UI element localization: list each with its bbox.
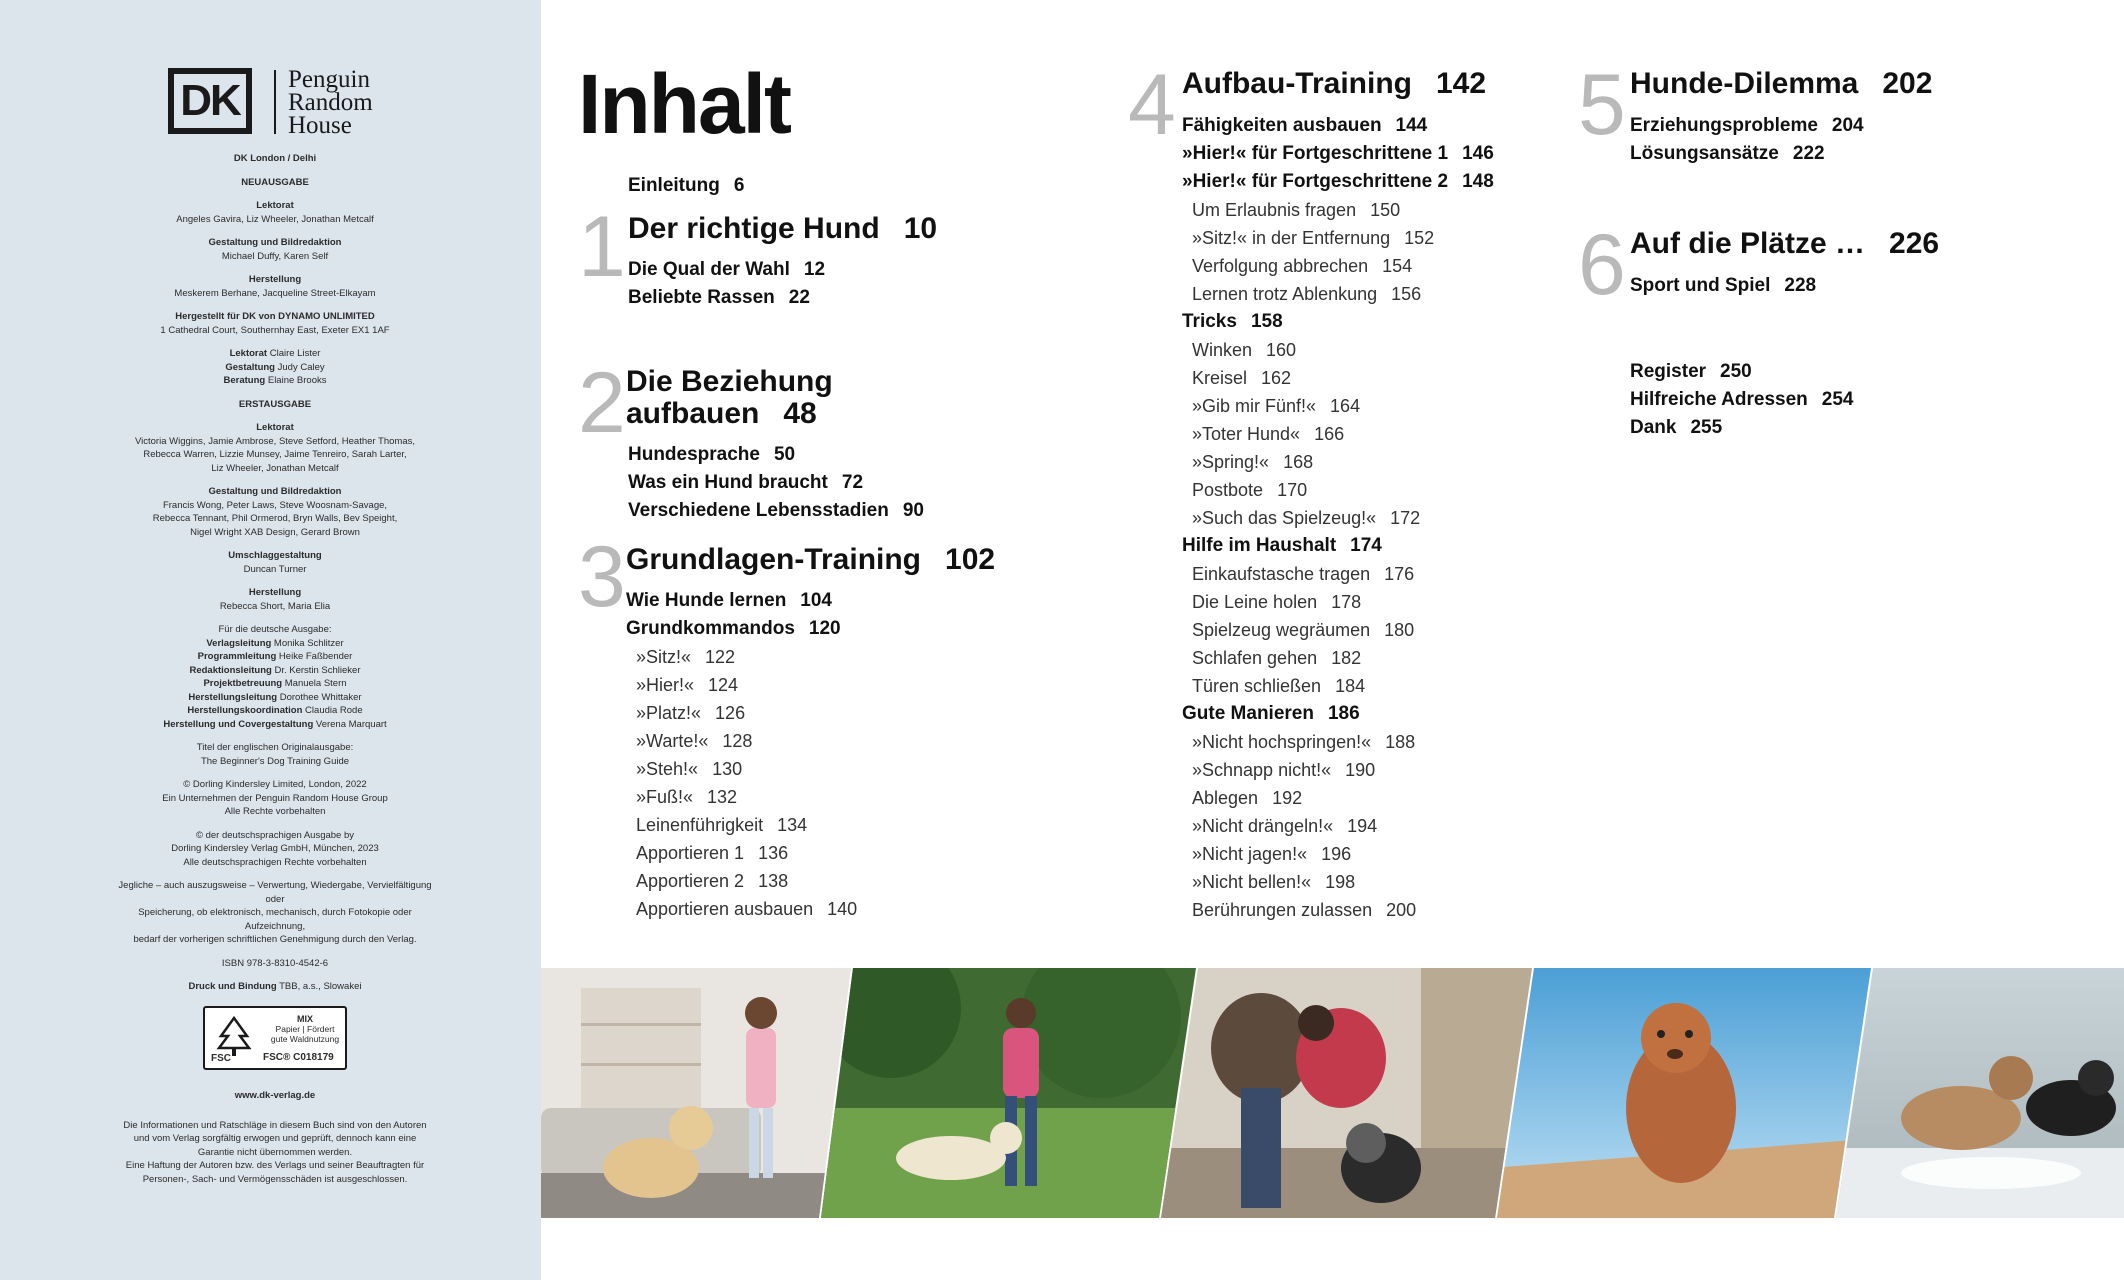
toc-entry-label: Grundkommandos — [626, 618, 795, 639]
toc-entry-page: 160 — [1266, 340, 1297, 360]
toc-entry — [626, 811, 857, 839]
chapter-title-line2: aufbauen — [626, 397, 760, 430]
imprint-text-value: TBB, a.s., Slowakei — [276, 981, 362, 992]
toc-entry-page: 176 — [1384, 564, 1415, 584]
toc-entry-label: Apportieren 1 — [636, 843, 745, 863]
imprint-line — [110, 310, 440, 324]
toc-entry-page: 154 — [1382, 256, 1413, 276]
fsc-badge — [203, 1006, 347, 1070]
toc-entry-page: 124 — [708, 675, 739, 695]
chapter-number-5: 5 — [1578, 57, 1626, 153]
toc-entry — [1182, 504, 1494, 532]
chapter-5-entries — [1630, 112, 1864, 168]
toc-entry-page: 174 — [1350, 535, 1382, 556]
toc-entry-label: »Toter Hund« — [1192, 424, 1301, 444]
toc-entry-label: Register — [1630, 361, 1707, 382]
toc-entry-page: 12 — [803, 259, 826, 280]
imprint-text-value: Verena Marquart — [313, 718, 387, 730]
imprint-text-value: NEUAUSGABE — [241, 176, 309, 188]
toc-entry-page: 136 — [758, 843, 789, 863]
toc-entry-page: 150 — [1370, 200, 1401, 220]
imprint-text-value: 1 Cathedral Court, Southernhay East, Exeter EX1 1AF — [160, 324, 390, 336]
imprint-role: Verlagsleitung — [206, 637, 272, 649]
toc-entry — [626, 615, 857, 643]
toc-entry-label: Tricks — [1182, 311, 1237, 332]
toc-entry-label: »Schnapp nicht!« — [1192, 760, 1332, 780]
toc-entry — [1182, 588, 1494, 616]
toc-entry-page: 194 — [1347, 816, 1378, 836]
imprint-line — [110, 879, 440, 947]
imprint-text-value: Heike Faßbender — [276, 651, 353, 662]
toc-entry-page: 134 — [777, 815, 808, 835]
imprint-line — [110, 741, 440, 768]
toc-entry-label: »Nicht jagen!« — [1192, 844, 1308, 864]
imprint-text — [110, 152, 440, 1186]
imprint-line — [110, 637, 440, 651]
toc-entry-page: 168 — [1283, 452, 1314, 472]
toc-entry-label: »Platz!« — [636, 703, 702, 723]
toc-entry-page: 198 — [1325, 872, 1356, 892]
imprint-text-value: Umschlaggestaltung — [228, 550, 322, 561]
toc-entry-page: 138 — [758, 871, 789, 891]
toc-entry-label: Berührungen zulassen — [1192, 900, 1373, 920]
toc-entry-label: Postbote — [1192, 480, 1264, 500]
toc-entry-label: »Hier!« für Fortgeschrittene 2 — [1182, 171, 1449, 192]
fsc-mix-title: MIX — [296, 1013, 313, 1024]
toc-entry-page: 228 — [1784, 275, 1817, 296]
toc-entry — [1182, 336, 1494, 364]
chapter-1-entries — [628, 256, 825, 312]
toc-entry — [1182, 364, 1494, 392]
toc-entry-label: »Warte!« — [636, 731, 709, 751]
imprint-line — [110, 287, 440, 301]
toc-entry — [626, 895, 857, 923]
chapter-number-4: 4 — [1128, 57, 1176, 153]
imprint-role: Herstellungskoordination — [187, 705, 303, 716]
toc-entry-page: 222 — [1792, 143, 1825, 164]
imprint-text-value: Herstellung — [248, 274, 302, 285]
imprint-line — [110, 236, 440, 250]
chapter-6-entries — [1630, 272, 1816, 300]
toc-entry-page: 186 — [1327, 703, 1360, 724]
toc-entry-label: Die Qual der Wahl — [628, 259, 790, 280]
toc-entry — [1182, 448, 1494, 476]
toc-entry-page: 72 — [841, 472, 864, 493]
penguin-random-house-wordmark: Penguin Random House — [288, 66, 373, 139]
chapter-title-1 — [628, 213, 937, 245]
chapter-page: 102 — [945, 543, 996, 576]
imprint-line — [110, 549, 440, 563]
imprint-line — [110, 980, 440, 994]
toc-entry-label: Verfolgung abbrechen — [1192, 256, 1369, 276]
toc-entry-label: »Steh!« — [636, 759, 699, 779]
imprint-text-value: Francis Wong, Peter Laws, Steve Woosnam-Savage, Rebecca Tennant, Phil Ormerod, Bryn Walls, Bev Speight, Nigel Wright XAB Design, Gerard Brown — [152, 499, 398, 538]
toc-entry — [1182, 196, 1494, 224]
toc-entry — [626, 839, 857, 867]
imprint-text-value: Jegliche – auch auszugsweise – Verwertung, Wiedergabe, Vervielfältigung oder Speicherung, ob elektronisch, mechanisch, durch Fotokopie oder Aufzeichnung, bedarf der vorherigen schriftlichen Genehmigung durch den Verlag. — [118, 880, 432, 945]
imprint-role: Lektorat — [229, 348, 268, 359]
imprint-text-value: © Dorling Kindersley Limited, London, 2022 Ein Unternehmen der Penguin Random House Group Alle Rechte vorbehalten — [162, 779, 388, 817]
fsc-label: FSC — [211, 1052, 231, 1064]
imprint-text-value: Gestaltung und Bildredaktion — [208, 237, 342, 248]
toc-entry-page: 130 — [712, 759, 743, 779]
toc-entry-page: 255 — [1690, 417, 1723, 438]
imprint-text-value: Rebecca Short, Maria Elia — [219, 600, 331, 612]
chapter-number-1: 1 — [578, 199, 626, 295]
chapter-title-4 — [1182, 68, 1486, 100]
toc-entry — [1182, 728, 1494, 756]
imprint-text-value: © der deutschsprachigen Ausgabe by Dorling Kindersley Verlag GmbH, München, 2023 Alle deutschsprachigen Rechte vorbehalten — [171, 829, 379, 868]
imprint-text-value: Victoria Wiggins, Jamie Ambrose, Steve Setford, Heather Thomas, Rebecca Warren, Lizzie Munsey, Jaime Tenreiro, Sarah Larter, Liz Wheeler, Jonathan Metcalf — [134, 435, 416, 474]
chapter-title-5 — [1630, 68, 1932, 100]
imprint-line — [110, 957, 440, 971]
chapter-page: 48 — [783, 397, 817, 430]
chapter-title-text: Grundlagen-Training — [626, 543, 922, 576]
imprint-line — [110, 829, 440, 870]
toc-entry-page: 104 — [800, 590, 832, 611]
imprint-column — [0, 0, 541, 1280]
imprint-text-value: Angeles Gavira, Liz Wheeler, Jonathan Metcalf — [176, 213, 374, 225]
imprint-text-value: Meskerem Berhane, Jacqueline Street-Elkayam — [174, 287, 376, 299]
toc-entry-label: Hilfreiche Adressen — [1630, 389, 1808, 410]
chapter-page: 202 — [1882, 67, 1933, 100]
imprint-line — [110, 691, 440, 705]
toc-entry-page: 178 — [1331, 592, 1362, 612]
toc-entry-page: 192 — [1272, 788, 1303, 808]
chapter-title-line1: Die Beziehung — [626, 365, 833, 398]
toc-entry-page: 152 — [1404, 228, 1435, 248]
imprint-line — [110, 213, 440, 227]
imprint-line — [110, 664, 440, 678]
fsc-mix — [267, 1014, 343, 1044]
toc-entry — [1182, 280, 1494, 308]
dk-logo-mark: DK — [168, 68, 252, 134]
imprint-role: Beratung — [223, 375, 266, 386]
toc-entry — [626, 587, 857, 615]
toc-entry — [626, 699, 857, 727]
toc-entry-page: 172 — [1390, 508, 1421, 528]
toc-entry-label: »Fuß!« — [636, 787, 694, 807]
toc-entry-label: Hundesprache — [628, 444, 760, 465]
toc-entry — [1182, 756, 1494, 784]
toc-entry-label: Erziehungsprobleme — [1630, 115, 1818, 136]
imprint-text-value: Manuela Stern — [282, 678, 347, 689]
toc-entry — [1182, 420, 1494, 448]
toc-entry — [1182, 560, 1494, 588]
chapter-title-text: Der richtige Hund — [628, 212, 880, 245]
imprint-line — [110, 199, 440, 213]
toc-entry — [1182, 700, 1494, 728]
toc-entry-label: »Nicht bellen!« — [1192, 872, 1312, 892]
chapter-page: 142 — [1435, 67, 1487, 100]
toc-entry-label: »Hier!« für Fortgeschrittene 1 — [1182, 143, 1449, 164]
toc-entry — [1182, 868, 1494, 896]
chapter-page: 226 — [1889, 227, 1940, 260]
toc-entry — [626, 671, 857, 699]
toc-entry-label: Um Erlaubnis fragen — [1192, 200, 1357, 220]
toc-entry-page: 122 — [705, 647, 736, 667]
chapter-number-6: 6 — [1578, 217, 1626, 313]
chapter-title-text: Aufbau-Training — [1182, 67, 1412, 100]
toc-entry-page: 126 — [715, 703, 746, 723]
imprint-line — [110, 273, 440, 287]
toc-entry-page: 50 — [773, 444, 796, 465]
photo-dogs-playing-water — [1831, 968, 2124, 1218]
imprint-line — [110, 586, 440, 600]
toc-entry-label: »Gib mir Fünf!« — [1192, 396, 1317, 416]
imprint-line — [110, 485, 440, 499]
appendix-entries — [1630, 358, 1853, 442]
toc-entry-page: 204 — [1831, 115, 1864, 136]
imprint-role: Herstellungsleitung — [188, 691, 278, 703]
toc-entry-label: Dank — [1630, 417, 1677, 438]
imprint-line — [110, 347, 440, 361]
imprint-role: Gestaltung — [225, 361, 275, 373]
toc-entry-label: »Hier!« — [636, 675, 695, 695]
toc-entry-page: 170 — [1277, 480, 1308, 500]
toc-entry — [626, 643, 857, 671]
imprint-role: Redaktionsleitung — [189, 664, 272, 676]
toc-entry-page: 22 — [788, 287, 810, 308]
toc-entry-page: 184 — [1335, 676, 1366, 696]
imprint-line — [110, 152, 440, 166]
imprint-text-value: Michael Duffy, Karen Self — [221, 250, 329, 262]
imprint-text-value: Lektorat — [256, 422, 294, 433]
toc-entry-label: Gute Manieren — [1182, 703, 1314, 724]
toc-entry — [1182, 840, 1494, 868]
toc-entry-label: Verschiedene Lebensstadien — [628, 500, 889, 521]
imprint-line — [110, 176, 440, 190]
toc-entry-label: Türen schließen — [1192, 676, 1322, 696]
toc-entry — [626, 867, 857, 895]
toc-entry-page: 200 — [1386, 900, 1417, 920]
photo-girl-training-retriever — [541, 968, 861, 1218]
imprint-text-value: Lektorat — [256, 200, 294, 211]
photo-poodle-running-sand — [1491, 968, 1881, 1218]
imprint-line — [110, 650, 440, 664]
toc-entry — [1182, 112, 1494, 140]
imprint-text-value: Für die deutsche Ausgabe: — [218, 624, 332, 635]
toc-entry — [1630, 272, 1816, 300]
imprint-line — [110, 324, 440, 338]
chapter-title-3 — [626, 544, 995, 576]
photo-strip — [541, 968, 2124, 1218]
toc-entry-label: »Nicht hochspringen!« — [1192, 732, 1372, 752]
photo-woman-walking-labrador — [811, 968, 1211, 1218]
toc-entry-label: Kreisel — [1192, 368, 1248, 388]
toc-entry — [628, 469, 924, 497]
imprint-line — [110, 398, 440, 412]
toc-entry-label: »Spring!« — [1192, 452, 1270, 472]
toc-entry-label: »Sitz!« — [636, 647, 692, 667]
toc-entry — [1182, 812, 1494, 840]
disclaimer: Die Informationen und Ratschläge in diesem Buch sind von den Autoren und vom Verlag sorgfältig erwogen und geprüft, dennoch kann eine Garantie nicht übernommen werden. Eine Haftung der Autoren bzw. des Verlags und seiner Beauftragten für Personen-, Sach- und Vermögensschäden ist ausgeschlossen. — [123, 1119, 427, 1185]
toc-entry — [1630, 112, 1864, 140]
toc-entry-page: 164 — [1330, 396, 1361, 416]
toc-entry-label: Beliebte Rassen — [628, 287, 775, 308]
toc-entry — [1182, 672, 1494, 700]
imprint-line — [110, 361, 440, 375]
toc-entry-page: 140 — [827, 899, 858, 919]
fsc-mix-sub: Papier | Fördert gute Waldnutzung — [270, 1023, 340, 1044]
imprint-text-value: Elaine Brooks — [265, 375, 327, 386]
imprint-line — [110, 421, 440, 435]
toc-entry-page: 132 — [707, 787, 738, 807]
imprint-text-value: Titel der englischen Originalausgabe: The Beginner's Dog Training Guide — [196, 742, 354, 767]
toc-entry-label: Schlafen gehen — [1192, 648, 1318, 668]
toc-entry-page: 166 — [1314, 424, 1345, 444]
website-link[interactable]: www.dk-verlag.de — [234, 1090, 316, 1101]
toc-entry-einleitung — [628, 172, 744, 200]
imprint-text-value: ISBN 978-3-8310-4542-6 — [221, 957, 329, 969]
toc-entry-page: 190 — [1345, 760, 1376, 780]
toc-entry — [1630, 140, 1864, 168]
toc-entry — [1630, 414, 1853, 442]
toc-entry-page: 158 — [1250, 311, 1283, 332]
chapter-4-entries — [1182, 112, 1494, 924]
toc-entry-label: Einkaufstasche tragen — [1192, 564, 1371, 584]
chapter-page: 10 — [903, 212, 938, 245]
toc-entry — [1182, 224, 1494, 252]
toc-entry — [626, 783, 857, 811]
photo-family-feeding-schnauzer — [1151, 968, 1541, 1218]
imprint-text-value: Dr. Kerstin Schlieker — [271, 664, 361, 676]
imprint-line — [110, 435, 440, 476]
toc-entry-page: 250 — [1720, 361, 1752, 382]
imprint-line — [110, 563, 440, 577]
toc-entry-label: Sport und Spiel — [1630, 275, 1771, 296]
chapter-title-2 — [626, 366, 833, 430]
logo-divider — [274, 70, 276, 134]
imprint-line — [110, 704, 440, 718]
imprint-line — [110, 718, 440, 732]
toc-entry — [1182, 140, 1494, 168]
toc-entry-label: Lösungsansätze — [1630, 143, 1779, 164]
toc-entry — [1182, 168, 1494, 196]
chapter-title-6 — [1630, 228, 1939, 260]
toc-entry — [1182, 532, 1494, 560]
toc-entry-label: »Sitz!« in der Entfernung — [1192, 228, 1391, 248]
imprint-role: Druck und Bindung — [188, 981, 277, 992]
toc-entry-page: 180 — [1384, 620, 1415, 640]
toc-entry-label: Einleitung — [628, 175, 720, 196]
toc-entry — [628, 284, 825, 312]
chapter-2-entries — [628, 441, 924, 525]
toc-entry-page: 6 — [733, 175, 745, 196]
toc-entry — [1182, 784, 1494, 812]
imprint-text-value: Judy Caley — [274, 361, 325, 373]
toc-entry-label: Spielzeug wegräumen — [1192, 620, 1371, 640]
imprint-text-value: Duncan Turner — [243, 563, 307, 575]
chapter-3-entries — [626, 587, 857, 923]
toc-entry — [1182, 644, 1494, 672]
toc-entry-page: 146 — [1462, 143, 1494, 164]
chapter-number-2: 2 — [578, 355, 626, 451]
toc-entry-page: 156 — [1391, 284, 1422, 304]
imprint-line — [110, 623, 440, 637]
imprint-role: Herstellung und Covergestaltung — [163, 718, 314, 730]
toc-entry-label: Fähigkeiten ausbauen — [1182, 115, 1382, 136]
imprint-line — [110, 499, 440, 540]
toc-entry — [628, 441, 924, 469]
publisher-logo — [168, 68, 398, 138]
toc-entry-label: Was ein Hund braucht — [628, 472, 828, 493]
imprint-line — [110, 250, 440, 264]
toc-entry-page: 148 — [1462, 171, 1494, 192]
toc-entry — [626, 755, 857, 783]
fsc-code: FSC® C018179 — [263, 1051, 334, 1063]
imprint-text-value: Dorothee Whittaker — [277, 691, 362, 703]
imprint-text-value: Claire Lister — [267, 348, 321, 359]
imprint-text-value: Monika Schlitzer — [271, 637, 344, 649]
imprint-role: Programmleitung — [197, 651, 277, 662]
toc-entry — [1630, 386, 1853, 414]
imprint-line — [110, 600, 440, 614]
chapter-title-text: Hunde-Dilemma — [1630, 67, 1859, 100]
toc-entry-page: 254 — [1821, 389, 1854, 410]
toc-entry — [1182, 616, 1494, 644]
toc-entry-label: Leinenführigkeit — [636, 815, 764, 835]
toc-entry-page: 196 — [1321, 844, 1352, 864]
toc-entry — [1182, 252, 1494, 280]
toc-entry-page: 162 — [1261, 368, 1292, 388]
toc-entry — [1630, 358, 1853, 386]
toc-entry-page: 182 — [1331, 648, 1362, 668]
toc-entry-page: 128 — [722, 731, 753, 751]
toc-entry-label: Wie Hunde lernen — [626, 590, 787, 611]
toc-entry — [1182, 308, 1494, 336]
imprint-text-value: DK London / Delhi — [233, 153, 317, 164]
toc-entry-label: Die Leine holen — [1192, 592, 1318, 612]
toc-entry — [626, 727, 857, 755]
toc-entry-page: 90 — [902, 500, 924, 521]
toc-entry-label: Apportieren ausbauen — [636, 899, 814, 919]
imprint-line — [110, 677, 440, 691]
chapter-number-3: 3 — [578, 529, 626, 625]
toc-entry-label: Apportieren 2 — [636, 871, 745, 891]
toc-entry-page: 120 — [808, 618, 841, 639]
toc-entry-label: Winken — [1192, 340, 1253, 360]
toc-entry-label: Hilfe im Haushalt — [1182, 535, 1337, 556]
toc-entry — [628, 256, 825, 284]
page-title: Inhalt — [578, 57, 790, 151]
imprint-text-value: Hergestellt für DK von DYNAMO UNLIMITED — [175, 311, 375, 322]
toc-entry — [1182, 392, 1494, 420]
imprint-text-value: Herstellung — [248, 587, 302, 598]
imprint-line — [110, 778, 440, 819]
imprint-text-value: Claudia Rode — [302, 705, 363, 716]
toc-entry — [1182, 476, 1494, 504]
imprint-text-value: ERSTAUSGABE — [238, 398, 312, 410]
imprint-line — [110, 374, 440, 388]
toc-entry-page: 188 — [1385, 732, 1416, 752]
chapter-title-text: Auf die Plätze … — [1630, 227, 1866, 260]
toc-entry-label: »Such das Spielzeug!« — [1192, 508, 1377, 528]
imprint-role: Projektbetreuung — [203, 678, 283, 689]
toc-entry-page: 144 — [1395, 115, 1428, 136]
toc-entry — [628, 497, 924, 525]
toc-entry-label: Lernen trotz Ablenkung — [1192, 284, 1378, 304]
imprint-text-value: Gestaltung und Bildredaktion — [208, 486, 342, 497]
toc-entry — [1182, 896, 1494, 924]
toc-entry-label: Ablegen — [1192, 788, 1259, 808]
toc-entry-label: »Nicht drängeln!« — [1192, 816, 1334, 836]
